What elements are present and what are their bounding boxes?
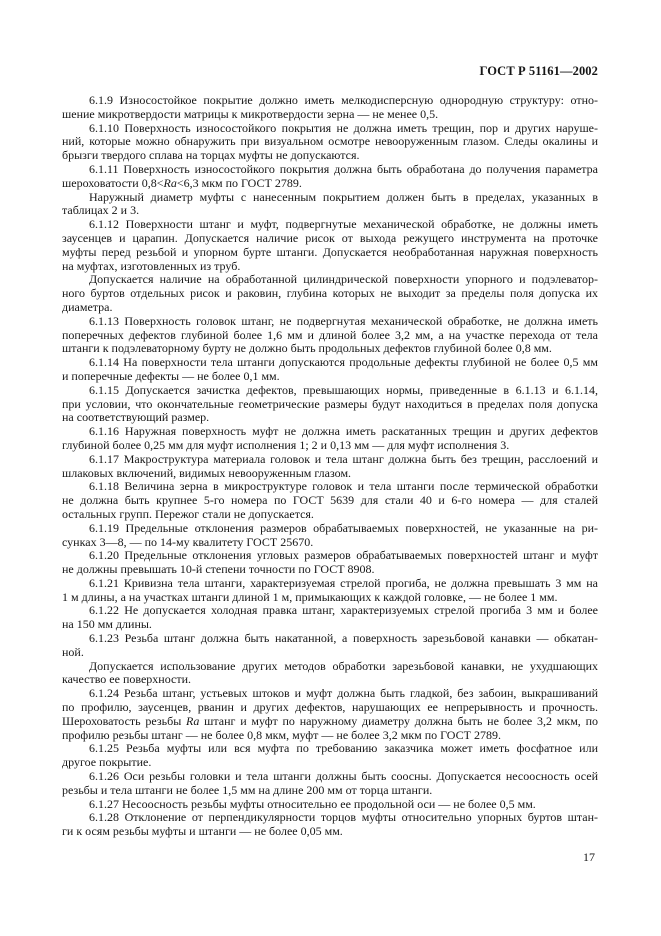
text-line: 6.1.24 Резьба штанг, устьевых штоков и муфт должна быть гладкой, без забоин, выкрашиваний xyxy=(89,687,598,701)
text-line: не должны превышать 10-й степени точности по ГОСТ 8908. xyxy=(62,563,375,577)
paragraph xyxy=(62,315,598,356)
paragraph xyxy=(62,687,598,742)
paragraph xyxy=(62,191,598,219)
text-line: 6.1.21 Кривизна тела штанги, характеризуемая стрелой прогиба, не должна превышать 3 мм на xyxy=(89,576,598,590)
text-line: по профилю, заусенцев, рванин и других дефектов, нарушающих ее непрерывность и прочность. xyxy=(62,701,598,715)
text-line: 6.1.18 Величина зерна в микроструктуре головок и тела штанги после термической обработки xyxy=(89,480,598,494)
text-line: 6.1.19 Предельные отклонения размеров обрабатываемых поверхностей, не указанные на ри- xyxy=(89,521,598,535)
roughness-symbol: Ra xyxy=(186,714,200,728)
paragraph xyxy=(62,632,598,660)
body-text xyxy=(62,94,598,839)
text-line: 6.1.15 Допускается зачистка дефектов, превышающих нормы, приведенные в 6.1.13 и 6.1.14, xyxy=(89,383,598,397)
text-line: 6.1.11 Поверхность износостойкого покрытия должна быть обработана до получения параметра xyxy=(89,162,598,176)
paragraph xyxy=(62,163,598,191)
roughness-symbol: Ra xyxy=(163,176,177,190)
text-line: 6.1.14 На поверхности тела штанги допускаются продольные дефекты глубиной не более 0,5 мм xyxy=(89,356,598,370)
paragraph xyxy=(62,273,598,314)
paragraph xyxy=(62,604,598,632)
text-line: качество ее поверхности. xyxy=(62,673,192,687)
paragraph xyxy=(62,770,598,798)
text-line: таблицах 2 и 3. xyxy=(62,204,140,218)
text-line: 6.1.22 Не допускается холодная правка штанг, характеризуемых стрелой прогиба 3 мм и более xyxy=(89,604,598,618)
text-line: диаметра. xyxy=(62,300,113,314)
paragraph xyxy=(62,94,598,122)
text-line: 1 м длины, а на участках штанги длиной 1 м, примыкающих к каждой головке, — не более 1 мм. xyxy=(62,590,558,604)
paragraph xyxy=(62,811,598,839)
text-line: сунках 3—8, — по 14-му квалитету ГОСТ 25670. xyxy=(62,535,314,549)
text-line: на муфтах, изготовленных из труб. xyxy=(62,259,241,273)
text-line: ного буртов отдельных рисок и раковин, глубина которых не выходит за пределы поля допуска их xyxy=(62,287,598,301)
text-line: на 150 мм длины. xyxy=(62,618,152,632)
text-line: ной. xyxy=(62,645,84,659)
text-line: Допускается использование других методов обработки зарезьбовой канавки, не ухудшающих xyxy=(89,659,598,673)
paragraph xyxy=(62,798,598,812)
paragraph xyxy=(62,384,598,425)
text-line: брызги твердого сплава на торцах муфты не допускаются. xyxy=(62,149,360,163)
text-line: не должна быть крупнее 5-го номера по ГОСТ 5639 для стали 40 и 6-го номера — для сталей xyxy=(62,494,598,508)
text-line: 6.1.17 Макроструктура материала головок и тела штанг должна быть без трещин, расслоений и xyxy=(89,452,598,466)
text-line: поперечных дефектов глубиной более 1,6 мм и длиной более 3,2 мм, а на участке перехода от тела xyxy=(62,328,598,342)
text-line: 6.1.28 Отклонение от перпендикулярности торцов муфты относительно упорных буртов штан- xyxy=(89,811,598,825)
text-line: профилю резьбы штанг — не более 0,8 мкм, муфт — не более 3,2 мкм по ГОСТ 2789. xyxy=(62,728,501,742)
text-line: 6.1.10 Поверхность износостойкого покрытия не должна иметь трещин, пор и других наруше- xyxy=(89,121,598,135)
text-line: 6.1.27 Несоосность резьбы муфты относительно ее продольной оси — не более 0,5 мм. xyxy=(89,797,536,811)
text-line: 6.1.13 Поверхность головок штанг, не подвергнутая механической обработке, не должна иметь xyxy=(89,314,598,328)
text-line: глубиной более 0,25 мм для муфт исполнения 1; 2 и 0,13 мм — для муфт исполнения 3. xyxy=(62,438,510,452)
text-line: 6.1.23 Резьба штанг должна быть накатанной, а поверхность зарезьбовой канавки — обкатан- xyxy=(89,632,598,646)
paragraph xyxy=(62,453,598,481)
text-line: Шероховатость резьбы Ra штанг и муфт по наружному диаметру должна быть не более 3,2 мкм, по xyxy=(62,714,598,728)
text-line: заусенцев и царапин. Допускается наличие рисок от выхода режущего инструмента на проточке xyxy=(62,231,598,245)
paragraph xyxy=(62,549,598,577)
text-line: Допускается наличие на обработанной цилиндрической поверхности упорного и подэлеватор- xyxy=(89,273,598,287)
text-line: резьбы и тела штанги не более 1,5 мм на длине 200 мм от торца штанги. xyxy=(62,783,433,797)
paragraph xyxy=(62,425,598,453)
paragraph xyxy=(62,480,598,521)
text-line: ний, которые можно обнаружить при визуальном осмотре невооруженным глазом. Следы окалины и xyxy=(62,135,598,149)
paragraph xyxy=(62,577,598,605)
text-line: другое покрытие. xyxy=(62,756,152,770)
paragraph xyxy=(62,218,598,273)
paragraph xyxy=(62,742,598,770)
text-line: 6.1.12 Поверхности штанг и муфт, подвергнутые механической обработке, не должны иметь xyxy=(89,218,598,232)
paragraph xyxy=(62,356,598,384)
text-line: 6.1.26 Оси резьбы головки и тела штанги должны быть соосны. Допускается несоосность осей xyxy=(89,770,598,784)
text-line: штанги к подэлеваторному бурту не должно быть продольных дефектов глубиной более 0,8 мм. xyxy=(62,342,552,356)
text-line: шение микротвердости матрицы к микротвердости зерна — не менее 0,5. xyxy=(62,107,439,121)
text-line: 6.1.16 Наружная поверхность муфт не должна иметь раскатанных трещин и других дефектов xyxy=(89,425,598,439)
paragraph xyxy=(62,122,598,163)
paragraph xyxy=(62,660,598,688)
text-line: 6.1.20 Предельные отклонения угловых размеров обрабатываемых поверхностей штанг и муфт xyxy=(89,549,598,563)
text-line: Наружный диаметр муфты с нанесенным покрытием должен быть в пределах, указанных в xyxy=(89,190,598,204)
text-line: шлаковых включений, видимых невооруженным глазом. xyxy=(62,466,352,480)
document-header: ГОСТ Р 51161—2002 xyxy=(479,64,598,78)
text-line: муфты перед резьбой и упорном бурте штанги. Допускается необработанная наружная поверхность xyxy=(62,245,598,259)
paragraph xyxy=(62,522,598,550)
page-number: 17 xyxy=(583,850,595,864)
text-line: остальных групп. Пережог стали не допускается. xyxy=(62,507,314,521)
text-line: ги к осям резьбы муфты и штанги — не более 0,05 мм. xyxy=(62,825,343,839)
text-line: шероховатости 0,8<Ra<6,3 мкм по ГОСТ 2789. xyxy=(62,176,302,190)
text-line: 6.1.9 Износостойкое покрытие должно иметь мелкодисперсную однородную структуру: отно- xyxy=(89,94,598,107)
text-line: на соответствующий размер. xyxy=(62,411,210,425)
text-line: 6.1.25 Резьба муфты или вся муфта по требованию заказчика может иметь фосфатное или xyxy=(89,742,598,756)
text-line: и поперечные дефекты — не более 0,1 мм. xyxy=(62,369,280,383)
text-line: при условии, что окончательные геометрические размеры будут находиться в пределах поля допуска xyxy=(62,397,598,411)
